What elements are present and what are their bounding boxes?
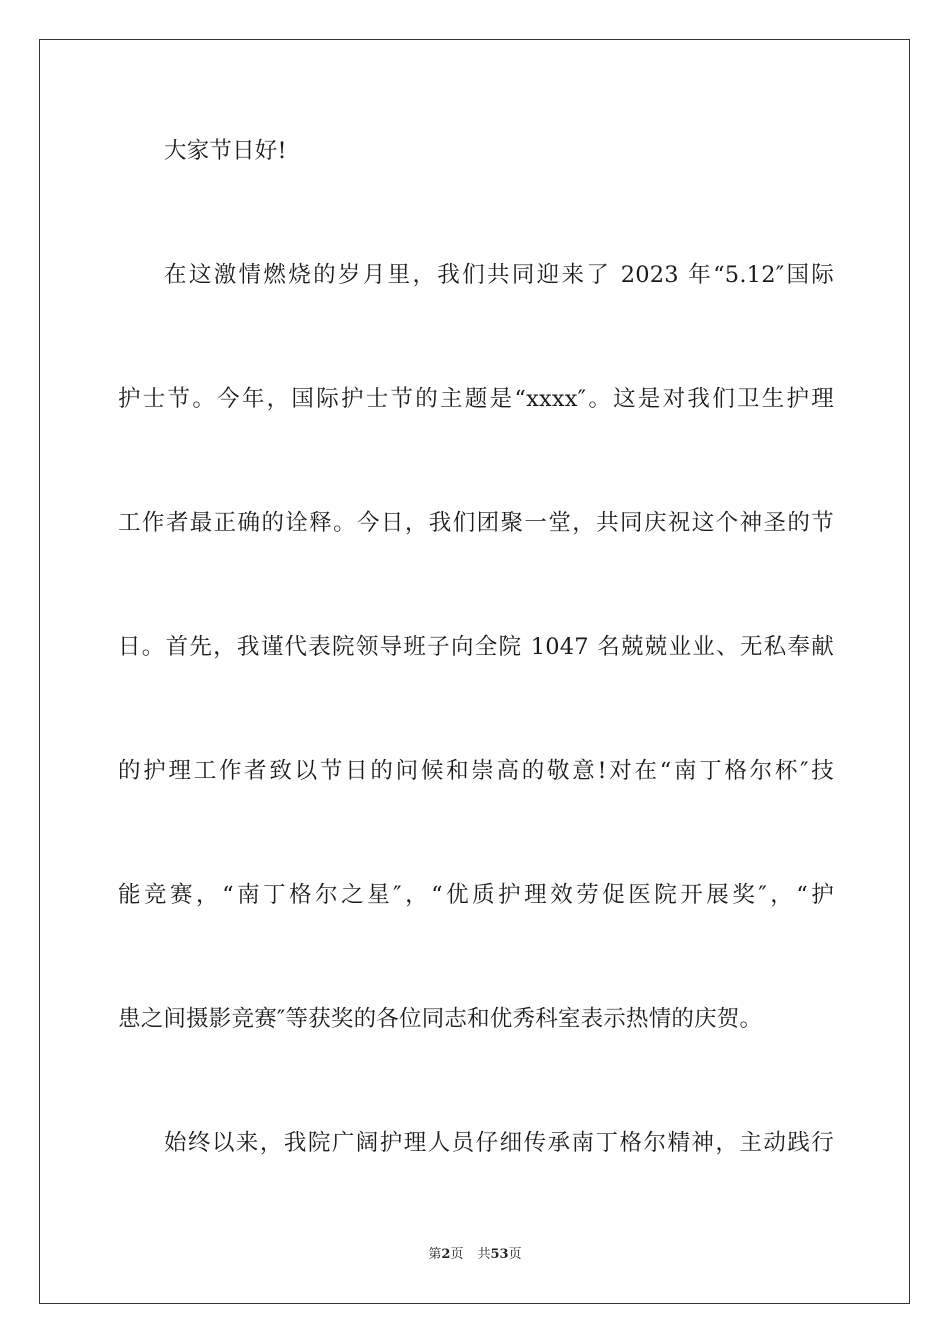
paragraph-line-4: 日。首先，我谨代表院领导班子向全院 1047 名兢兢业业、无私奉献	[118, 634, 834, 660]
paragraph-line-6: 能竞赛，“南丁格尔之星″，“优质护理效劳促医院开展奖″，“护	[118, 882, 834, 908]
total-prefix: 共	[477, 1247, 491, 1262]
page-suffix: 页	[450, 1247, 464, 1262]
paragraph-line-7: 患之间摄影竞赛″等获奖的各位同志和优秀科室表示热情的庆贺。	[118, 1006, 763, 1032]
paragraph-line-5: 的护理工作者致以节日的问候和崇高的敬意!对在“南丁格尔杯″技	[118, 758, 834, 784]
page-number: 2	[441, 1247, 451, 1262]
page-footer	[0, 1247, 950, 1263]
paragraph-line-1: 在这激情燃烧的岁月里，我们共同迎来了 2023 年“5.12″国际	[164, 262, 834, 288]
paragraph-line-3: 工作者最正确的诠释。今日，我们团聚一堂，共同庆祝这个神圣的节	[118, 510, 834, 536]
page-prefix: 第	[428, 1247, 442, 1262]
paragraph2-line-1: 始终以来，我院广阔护理人员仔细传承南丁格尔精神，主动践行	[164, 1130, 834, 1156]
paragraph-line-2: 护士节。今年，国际护士节的主题是“xxxx″。这是对我们卫生护理	[118, 386, 834, 412]
greeting-line: 大家节日好!	[164, 138, 287, 164]
total-suffix: 页	[508, 1247, 522, 1262]
total-pages: 53	[490, 1247, 509, 1262]
page-border	[39, 39, 910, 1304]
